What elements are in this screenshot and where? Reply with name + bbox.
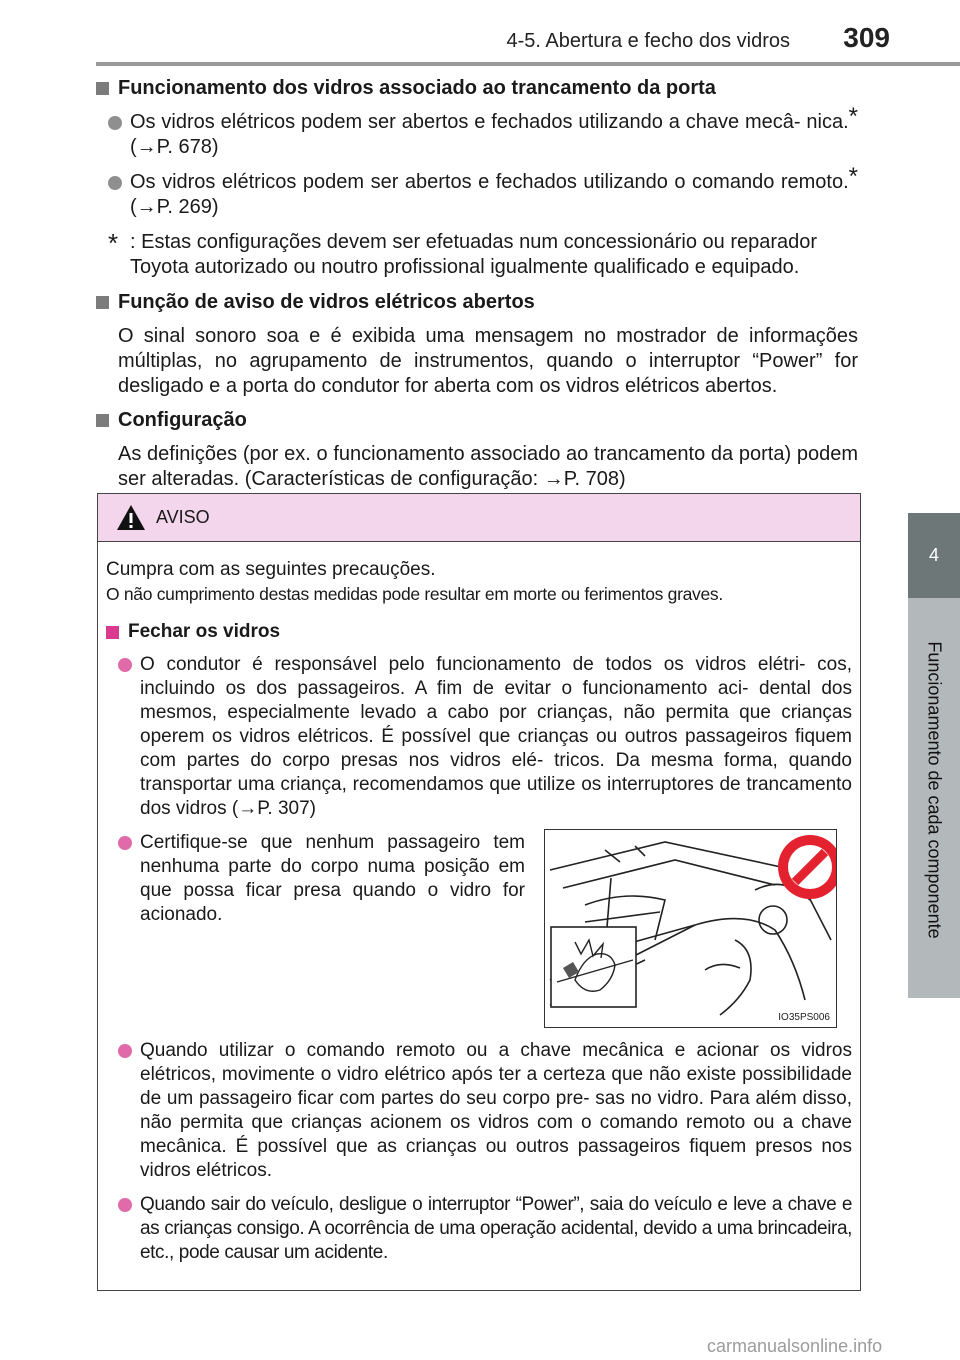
illustration-code: IO35PS006 — [778, 1012, 830, 1023]
page-reference: (→P. 269) — [130, 196, 219, 218]
section-heading — [96, 76, 858, 101]
warning-item-text: Quando sair do veículo, desligue o interruptor “Power”, saia do veículo e leve a chave e as crianças consigo. A ocorrência de uma operação acidental, devido a uma brincadeira, etc., pode causar um acidente. — [140, 1194, 852, 1263]
square-bullet-icon — [96, 296, 109, 309]
warning-item-text: Certifique-se que nenhum passageiro tem nenhuma parte do corpo numa posição em que possa ficar presa quando o vidro for acionado. — [140, 832, 525, 925]
round-bullet-icon — [108, 116, 122, 130]
round-bullet-icon — [118, 1044, 132, 1058]
footnote-text: : Estas configurações devem ser efetuadas num concessionário ou reparador Toyota autorizado ou noutro profissional igualmente qualificado e equipado. — [130, 231, 818, 278]
round-bullet-icon — [118, 836, 132, 850]
footnote-mark: * — [108, 228, 119, 258]
round-bullet-icon — [118, 658, 132, 672]
warning-triangle-icon — [116, 504, 146, 531]
page-number: 309 — [843, 22, 890, 53]
section-heading-text: Função de aviso de vidros elétricos abertos — [118, 291, 535, 313]
footnote-asterisk: * — [848, 103, 858, 130]
warning-consequence: O não cumprimento destas medidas pode resultar em morte ou ferimentos graves. — [106, 584, 723, 604]
warning-subheading-text: Fechar os vidros — [128, 621, 281, 642]
warning-title: AVISO — [156, 507, 210, 527]
list-item — [96, 103, 858, 160]
bullet-text: Os vidros elétricos podem ser abertos e fechados utilizando a chave mecâ- nica. — [130, 111, 849, 133]
square-bullet-icon — [106, 626, 119, 639]
round-bullet-icon — [118, 1198, 132, 1212]
section-heading — [96, 290, 858, 315]
section-heading-text: Funcionamento dos vidros associado ao trancamento da porta — [118, 77, 716, 99]
section-heading-text: Configuração — [118, 409, 247, 431]
round-bullet-icon — [108, 176, 122, 190]
warning-item-text: O condutor é responsável pelo funcionamento de todos os vidros elétri- cos, incluindo os dos passageiros. A fim de evitar o funcionamento aci- dental dos mesmos, especialmente levado a cabo por crianças, não permita que crianças operem os vidros elétricos. É possível que crianças ou outros passageiros fiquem com partes do corpo presas nos vidros elé- tricos. Da mesma forma, quando transportar uma criança, recomendamos que utilize os interruptores de trancamento dos vidros (→P. 307) — [140, 654, 852, 819]
warning-subheading — [106, 620, 852, 644]
chapter-number: 4 — [908, 513, 960, 598]
footnote-asterisk: * — [848, 163, 858, 190]
section-body: O sinal sonoro soa e é exibida uma mensagem no mostrador de informações múltiplas, no agrupamento de instrumentos, quando o interruptor “Power” for desligado e a porta do condutor for aberta com os vidros elétricos abertos. — [118, 325, 858, 397]
warning-item-text: Quando utilizar o comando remoto ou a chave mecânica e acionar os vidros elétricos, movimente o vidro elétrico após ter a certeza que não existe possibilidade de um passageiro ficar com partes do seu corpo pre- sas no vidro. Para além disso, não permita que crianças acionem os vidros com o comando remoto ou a chave mecânica. É possível que as crianças ou outros passageiros fiquem presos nos vidros elétricos. — [140, 1040, 852, 1181]
section-title: 4-5. Abertura e fecho dos vidros — [506, 30, 790, 52]
header-divider — [96, 62, 960, 66]
bullet-text: Os vidros elétricos podem ser abertos e fechados utilizando o comando remoto. — [130, 171, 849, 193]
square-bullet-icon — [96, 414, 109, 427]
chapter-title: Funcionamento de cada componente — [924, 641, 945, 939]
footnote — [96, 230, 858, 280]
car-window-pinch-icon — [545, 830, 836, 1027]
section-heading — [96, 408, 858, 433]
square-bullet-icon — [96, 82, 109, 95]
main-content — [96, 76, 858, 501]
warning-item — [106, 653, 852, 821]
window-pinch-illustration — [544, 829, 837, 1028]
page-reference: (→P. 678) — [130, 136, 219, 158]
list-item — [96, 163, 858, 220]
warning-item — [106, 1193, 852, 1265]
warning-header — [98, 494, 860, 542]
warning-intro: Cumpra com as seguintes precauções. — [106, 559, 436, 580]
section-body: As definições (por ex. o funcionamento associado ao trancamento da porta) podem ser alteradas. (Características de configuração: →P. 708) — [118, 443, 858, 490]
watermark: carmanualsonline.info — [707, 1336, 883, 1356]
warning-item — [106, 1039, 852, 1183]
